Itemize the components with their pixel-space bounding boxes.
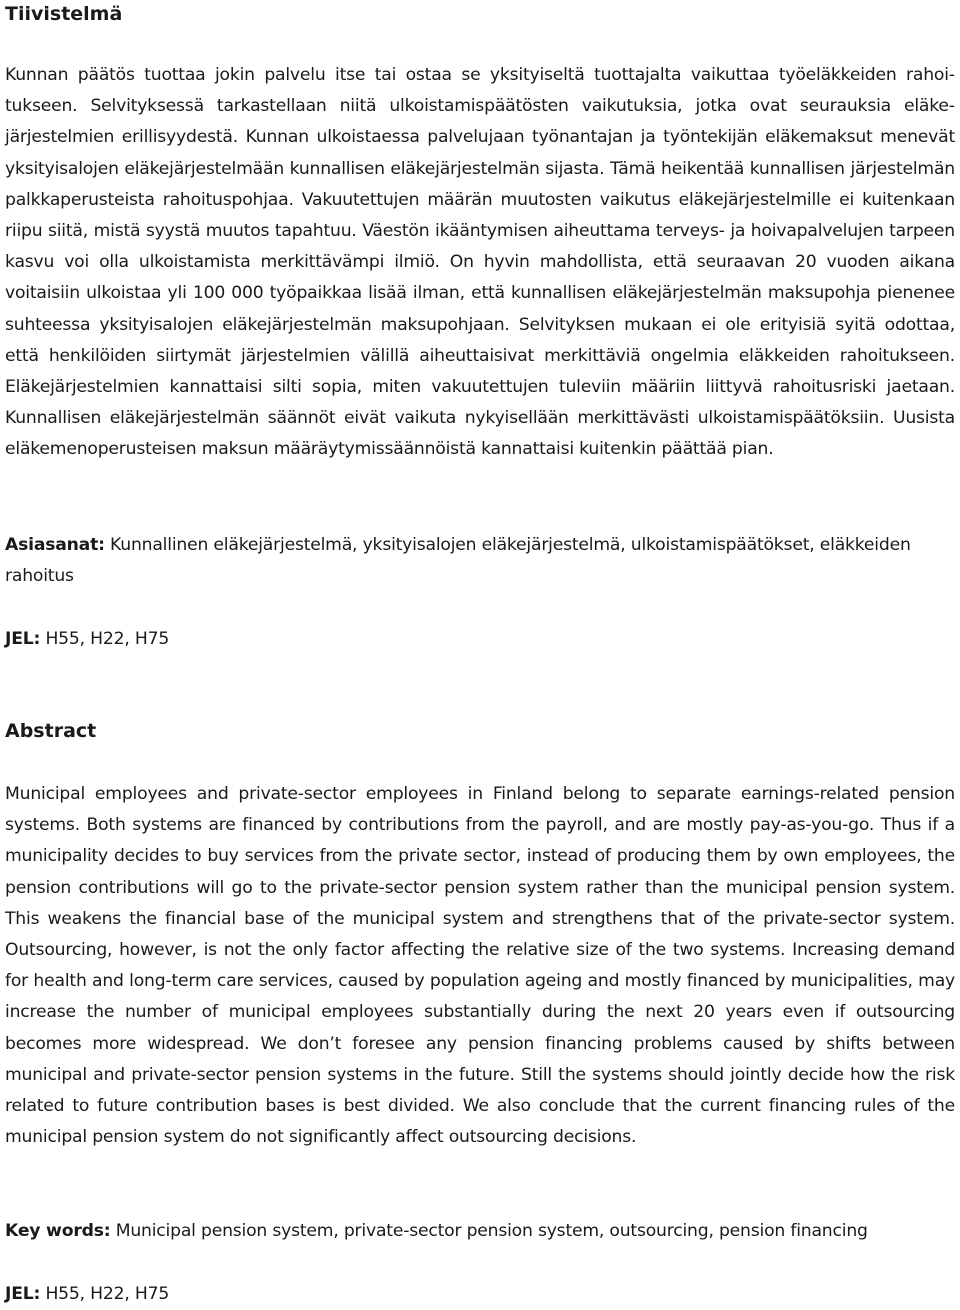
english-jel-value: H55, H22, H75 [45, 1284, 170, 1304]
finnish-jel-value: H55, H22, H75 [45, 629, 170, 649]
english-keywords-label: Key words: [5, 1221, 111, 1241]
finnish-summary-text: Kunnan päätös tuottaa jokin palvelu itse tai ostaa se yksityiseltä tuottajalta vaikuttaa työeläkkeiden rahoitukseen. Selvityksessä tarkastellaan niitä ulkoistamispäätösten vaikutuksia, jotka ovat seurauksia eläkejärjestelmien erillisyydestä. Kunnan ulkoistaessa palvelujaan työnantajan ja työntekijän eläkemaksut menevät yksityisalojen eläkejärjestelmään kunnallisen eläkejärjestelmän sijasta. Tämä heikentää kunnallisen järjestelmän palkkaperusteista rahoituspohjaa. Vakuutettujen määrän muutosten vaikutus eläkejärjestelmille ei kuitenkaan riipu siitä, mistä syystä muutos tapahtuu. Väestön ikääntymisen aiheuttama terveys- ja hoivapalvelujen tarpeen kasvu voi olla ulkoistamista merkittävämpi ilmiö. On hyvin mahdollista, että seuraavan 20 vuoden aikana voitaisiin ulkoistaa yli 100 000 työpaikkaa lisää ilman, että kunnallisen eläkejärjestelmän maksupohja pienenee suhteessa yksityisalojen eläkejärjestelmän maksupohjaan. Selvityksen mukaan ei ole erityisiä syitä odottaa, että henkilöiden siirtymät järjestelmien välillä aiheuttaisivat merkittäviä ongelmia eläkkeiden rahoitukseen. Eläkejärjestelmien kannattaisi silti sopia, miten vakuutettujen tuleviin määriin liittyvä rahoitusriski jaetaan. Kunnallisen eläkejärjestelmän säännöt eivät vaikuta nykyisellään merkittävästi ulkoistamispäätöksiin. Uusista eläkemenoperusteisen maksun määräytymissäännöistä kannattaisi kuitenkin päättää pian. [5, 65, 955, 460]
finnish-keywords-value: Kunnallinen eläkejärjestelmä, yksityisalojen eläkejärjestelmä, ulkoistamispäätökset, eläkkeiden rahoitus [5, 535, 911, 587]
english-keywords [5, 1216, 955, 1247]
english-jel-label: JEL: [5, 1284, 41, 1304]
abstract-heading: Abstract [5, 720, 97, 742]
finnish-jel [5, 624, 955, 655]
english-keywords-value: Municipal pension system, private-sector pension system, outsourcing, pension financing [115, 1221, 868, 1241]
finnish-keywords-label: Asiasanat: [5, 535, 105, 555]
finnish-keywords [5, 530, 955, 592]
finnish-jel-label: JEL: [5, 629, 41, 649]
finnish-summary-heading: Tiivistelmä [5, 3, 123, 25]
abstract-text: Municipal employees and private-sector employees in Finland belong to separate earnings-related pension systems. Both systems are financed by contributions from the payroll, and are mostly pay-as-you-go. Thus if a municipality decides to buy services from the private sector, instead of producing them by own employees, the pension contributions will go to the private-sector pension system rather than the municipal pension system. This weakens the financial base of the municipal system and strengthens that of the private-sector system. Outsourcing, however, is not the only factor affecting the relative size of the two systems. Increasing demand for health and long-term care services, caused by population ageing and mostly financed by municipalities, may increase the number of municipal employees substantially during the next 20 years even if outsourcing becomes more widespread. We don’t foresee any pension financing problems caused by shifts between municipal and private-sector pension systems in the future. Still the systems should jointly decide how the risk related to future contribution bases is best divided. We also conclude that the current financing rules of the municipal pension system do not significantly affect outsourcing decisions. [5, 784, 955, 1148]
english-jel [5, 1279, 955, 1310]
